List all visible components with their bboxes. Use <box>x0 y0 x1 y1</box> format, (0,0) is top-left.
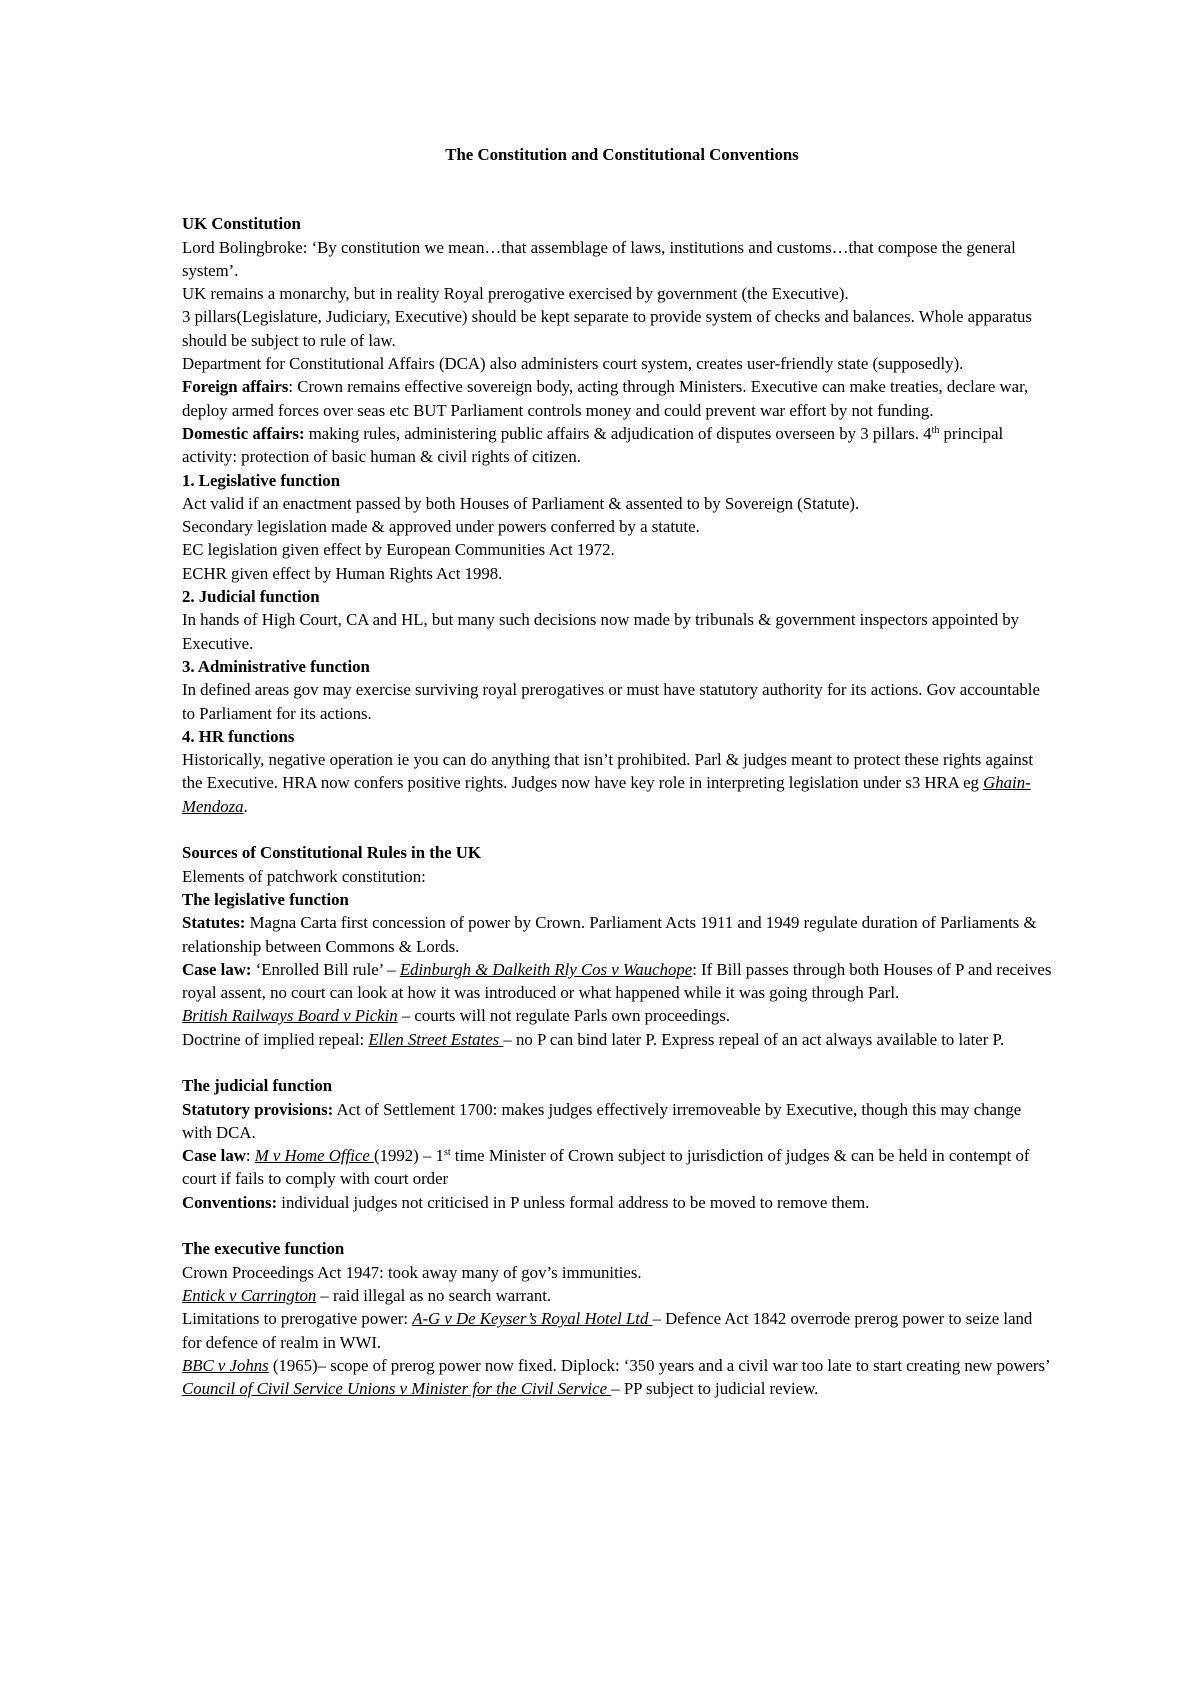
text: – courts will not regulate Parls own proceedings. <box>397 1006 730 1026</box>
text: Historically, negative operation ie you can do anything that isn’t prohibited. Parl & judges meant to protect these rights against the Executive. HRA now confers positive rights. Judges now have key role in interpreting legislation under s3 HRA eg <box>182 750 1033 793</box>
paragraph <box>182 1004 1052 1027</box>
section-judicial <box>182 1074 1052 1214</box>
paragraph: In hands of High Court, CA and HL, but many such decisions now made by tribunals & government inspectors appointed by Executive. <box>182 610 1020 653</box>
text: (1965)– scope of prerog power now fixed. Diplock: ‘350 years and a civil war too late to start creating new powers’ <box>268 1355 1051 1375</box>
paragraph <box>182 1028 1052 1051</box>
text: Magna Carta first concession of power by Crown. Parliament Acts 1911 and 1949 regulate duration of Parliaments & relationship between Commons & Lords. <box>182 913 1037 956</box>
heading-sources: Sources of Constitutional Rules in the UK <box>182 843 481 863</box>
heading-executive: The executive function <box>182 1239 345 1259</box>
paragraph-foreign-affairs <box>182 375 1052 422</box>
case-citation: Ghain-Mendoza <box>182 773 1031 816</box>
label-domestic-affairs: Domestic affairs: <box>182 423 305 443</box>
paragraph: Secondary legislation made & approved under powers conferred by a statute. <box>182 517 700 537</box>
label-conventions: Conventions: <box>182 1192 278 1212</box>
heading-uk-constitution: UK Constitution <box>182 214 301 234</box>
paragraph-statutes <box>182 911 1052 958</box>
label-statutory-provisions: Statutory provisions: <box>182 1099 334 1119</box>
section-executive <box>182 1237 1052 1400</box>
label-statutes: Statutes: <box>182 913 246 933</box>
case-citation: M v Home Office <box>254 1146 375 1166</box>
superscript: st <box>443 1147 451 1159</box>
document-title: The Constitution and Constitutional Conventions <box>445 145 799 164</box>
text: making rules, administering public affairs & adjudication of disputes overseen by 3 pillars. 4 <box>304 423 932 443</box>
heading-legislative-function: 1. Legislative function <box>182 470 341 490</box>
paragraph-conventions <box>182 1191 1052 1214</box>
label-case-law: Case law: <box>182 959 252 979</box>
text: ‘Enrolled Bill rule’ – <box>251 959 400 979</box>
text: Limitations to prerogative power: <box>182 1309 413 1329</box>
paragraph: Lord Bolingbroke: ‘By constitution we mean…that assemblage of laws, institutions and customs…that compose the general system’. <box>182 237 1016 280</box>
case-citation: A-G v De Keyser’s Royal Hotel Ltd <box>412 1309 653 1329</box>
paragraph: EC legislation given effect by European Communities Act 1972. <box>182 540 615 560</box>
text: – Defence Act 1842 overrode prerog power to seize land for defence of realm in WWI. <box>182 1309 1033 1352</box>
heading-hr-functions: 4. HR functions <box>182 726 295 746</box>
heading-administrative-function: 3. Administrative function <box>182 656 370 676</box>
paragraph <box>182 748 1052 818</box>
text: : <box>245 1146 255 1166</box>
text: principal activity: protection of basic human & civil rights of citizen. <box>182 423 1004 467</box>
text: : If Bill passes through both Houses of P and receives royal assent, no court can look at how it was introduced or what happened while it was going through Parl. <box>182 959 1052 1003</box>
text: – no P can bind later P. Express repeal of an act always available to later P. <box>503 1029 1005 1049</box>
paragraph <box>182 1284 1052 1307</box>
label-case-law: Case law <box>182 1146 246 1166</box>
spacer <box>182 1051 1052 1074</box>
text: Act of Settlement 1700: makes judges effectively irremoveable by Executive, though this may change with DCA. <box>182 1099 1022 1142</box>
text: Doctrine of implied repeal: <box>182 1029 369 1049</box>
paragraph-domestic-affairs <box>182 422 1052 469</box>
text: . <box>243 796 248 816</box>
text: – raid illegal as no search warrant. <box>316 1285 552 1305</box>
paragraph <box>182 1354 1052 1377</box>
text: individual judges not criticised in P unless formal address to be moved to remove them. <box>277 1192 870 1212</box>
case-citation: Entick v Carrington <box>182 1285 317 1305</box>
case-citation: British Railways Board v Pickin <box>182 1006 398 1026</box>
text: – PP subject to judicial review. <box>611 1379 819 1399</box>
paragraph: Act valid if an enactment passed by both Houses of Parliament & assented to by Sovereign (Statute). <box>182 493 860 513</box>
paragraph: ECHR given effect by Human Rights Act 1998. <box>182 563 503 583</box>
paragraph <box>182 1307 1052 1354</box>
paragraph: UK remains a monarchy, but in reality Royal prerogative exercised by government (the Executive). <box>182 284 849 304</box>
spacer <box>182 818 1052 841</box>
paragraph-statutory-provisions <box>182 1098 1052 1145</box>
paragraph: 3 pillars(Legislature, Judiciary, Executive) should be kept separate to provide system of checks and balances. Whole apparatus should be subject to rule of law. <box>182 307 1032 350</box>
paragraph: Elements of patchwork constitution: <box>182 866 426 886</box>
superscript: th <box>931 424 940 436</box>
spacer <box>182 1214 1052 1237</box>
paragraph: Crown Proceedings Act 1947: took away many of gov’s immunities. <box>182 1262 642 1282</box>
section-sources <box>182 841 1052 1051</box>
text: : Crown remains effective sovereign body, acting through Ministers. Executive can make treaties, declare war, deploy armed forces over seas etc BUT Parliament controls money and could prevent war effort by not funding. <box>182 377 1029 420</box>
text: (1992) – 1 <box>374 1146 444 1166</box>
paragraph <box>182 1377 1052 1400</box>
case-citation: Council of Civil Service Unions v Minister for the Civil Service <box>182 1379 612 1399</box>
paragraph: Department for Constitutional Affairs (DCA) also administers court system, creates user-friendly state (supposedly). <box>182 354 964 374</box>
document-page <box>182 143 1052 1400</box>
paragraph-case-law <box>182 1144 1052 1191</box>
case-citation: Edinburgh & Dalkeith Rly Cos v Wauchope <box>399 959 693 979</box>
heading-legislative: The legislative function <box>182 889 349 909</box>
text: time Minister of Crown subject to jurisdiction of judges & can be held in contempt of court if fails to comply with court order <box>182 1146 1030 1189</box>
case-citation: BBC v Johns <box>182 1355 269 1375</box>
heading-judicial: The judicial function <box>182 1076 333 1096</box>
case-citation: Ellen Street Estates <box>368 1029 504 1049</box>
paragraph-case-law <box>182 958 1052 1005</box>
label-foreign-affairs: Foreign affairs <box>182 377 289 397</box>
heading-judicial-function: 2. Judicial function <box>182 587 320 607</box>
section-uk-constitution <box>182 212 1052 818</box>
paragraph: In defined areas gov may exercise surviving royal prerogatives or must have statutory authority for its actions. Gov accountable to Parliament for its actions. <box>182 680 1040 723</box>
